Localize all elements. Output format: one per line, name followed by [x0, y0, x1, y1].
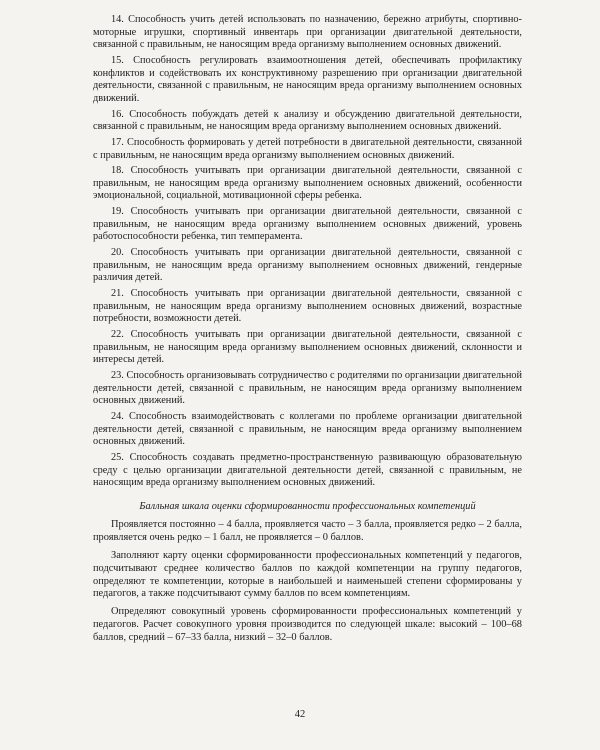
- scale-points-paragraph: Проявляется постоянно – 4 балла, проявляется часто – 3 балла, проявляется редко – 2 балла, проявляется очень редко – 1 балл, не проявляется – 0 баллов.: [93, 519, 522, 544]
- scale-levels-paragraph: Определяют совокупный уровень сформированности профессиональных компетенций у педагогов. Расчет совокупного уровня производится по следующей шкале: высокий – 100–68 баллов, средний – 67–33 балла, низкий – 32–0 баллов.: [93, 606, 522, 643]
- page-number: 42: [294, 709, 306, 720]
- competence-item-25: 25. Способность создавать предметно-пространственную развивающую образовательную среду с целью организации двигательной деятельности детей, связанной с правильным, не наносящим вреда организму выполнением основных движений.: [93, 452, 522, 489]
- competence-item-19: 19. Способность учитывать при организации двигательной деятельности, связанной с правильным, не наносящим вреда организму выполнением основных движений, уровень работоспособности ребенка, тип темперамента.: [93, 206, 522, 243]
- competence-item-21: 21. Способность учитывать при организации двигательной деятельности, связанной с правильным, не наносящим вреда организму выполнением основных движений, возрастные потребности, возможности детей.: [93, 288, 522, 325]
- competence-item-14: 14. Способность учить детей использовать по назначению, бережно атрибуты, спортивно-моторные игрушки, спортивный инвентарь при организации двигательной деятельности, связанной с правильным, не наносящим вреда организму выполнением основных движений.: [93, 14, 522, 51]
- scale-procedure-paragraph: Заполняют карту оценки сформированности профессиональных компетенций у педагогов, подсчитывают среднее количество баллов по каждой компетенции на группу педагогов, определяют те компетенции, которые в наибольшей и наименьшей степени сформированы у педагогов, а также подсчитывают сумму баллов по всем компетенциям.: [93, 550, 522, 600]
- competence-list: [93, 14, 522, 490]
- scale-section: [93, 519, 522, 644]
- scale-heading: Балльная шкала оценки сформированности профессиональных компетенций: [139, 500, 476, 512]
- competence-item-20: 20. Способность учитывать при организации двигательной деятельности, связанной с правильным, не наносящим вреда организму выполнением основных движений, гендерные различия детей.: [93, 247, 522, 284]
- competence-item-17: 17. Способность формировать у детей потребности в двигательной деятельности, связанной с правильным, не наносящим вреда организму выполнением основных движений.: [93, 136, 522, 161]
- competence-item-23: 23. Способность организовывать сотрудничество с родителями по организации двигательной деятельности детей, связанной с правильным, не наносящим вреда организму выполнением основных движений.: [93, 370, 522, 407]
- competence-item-16: 16. Способность побуждать детей к анализу и обсуждению двигательной деятельности, связанной с правильным, не наносящим вреда организму выполнением основных движений.: [93, 108, 522, 133]
- competence-item-15: 15. Способность регулировать взаимоотношения детей, обеспечивать профилактику конфликтов и содействовать их конструктивному разрешению при организации двигательной деятельности, связанной с правильным, не наносящим вреда организму выполнением основных движений.: [93, 54, 522, 104]
- competence-item-24: 24. Способность взаимодействовать с коллегами по проблеме организации двигательной деятельности детей, связанной с правильным, не наносящим вреда организму выполнением основных движений.: [93, 411, 522, 448]
- competence-item-22: 22. Способность учитывать при организации двигательной деятельности, связанной с правильным, не наносящим вреда организму выполнением основных движений, склонности и интересы детей.: [93, 329, 522, 366]
- competence-item-18: 18. Способность учитывать при организации двигательной деятельности, связанной с правильным, не наносящим вреда организму выполнением основных движений, особенности эмоциональной, социальной, мотивационной сферы ребенка.: [93, 165, 522, 202]
